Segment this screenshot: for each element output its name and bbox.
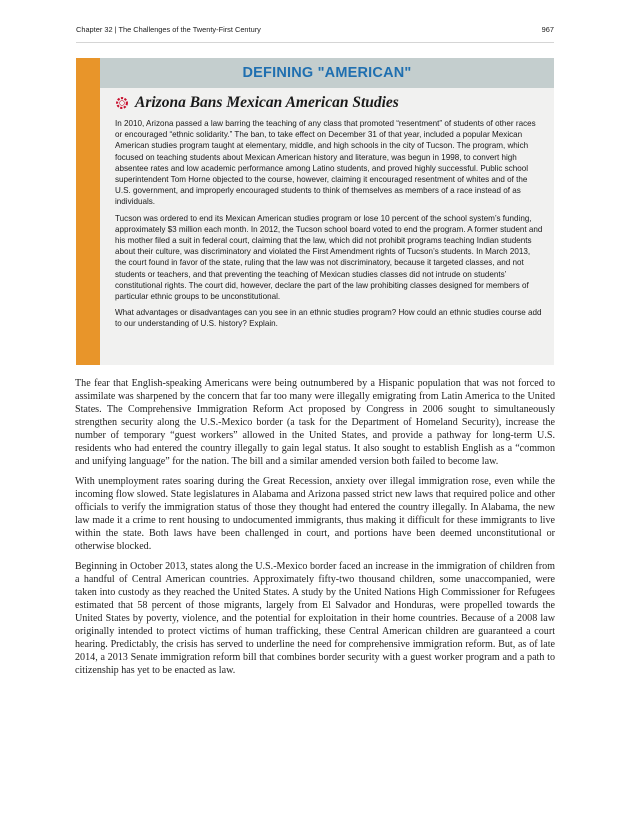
feature-heading-band [100, 58, 554, 88]
main-text [75, 377, 555, 684]
decorative-ring-icon [115, 96, 129, 110]
feature-paragraph: In 2010, Arizona passed a law barring the teaching of any class that promoted “resentment” of students of other races or encouraged “ethnic solidarity.” The ban, to take effect on December 31 of that year, included a popular Mexican American studies program taught at elementary, middle, and high schools in the city of Tucson. The program, which focused on teaching students about Mexican American history and literature, was begun in 1998, to convert high absentee rates and low academic performance among Latino students, and proved highly successful. Public school superintendent Tom Horne objected to the course, however, claiming it encouraged resentment of whites and of the U.S. government, and improperly encouraged students to think of themselves as members of a race instead of as individuals. [115, 119, 536, 207]
feature-text [115, 118, 543, 335]
page-number: 967 [541, 25, 554, 34]
running-header [76, 25, 554, 34]
feature-question: What advantages or disadvantages can you see in an ethnic studies program? How could an ethnic studies course add to our understanding of U.S. history? Explain. [115, 308, 542, 329]
body-paragraph: With unemployment rates soaring during the Great Recession, anxiety over illegal immigration rose, even while the incoming flow slowed. State legislatures in Alabama and Arizona passed strict new laws that required police and other officials to verify the immigration status of those they thought had entered the country illegally. In Alabama, the new law made it a crime to rent housing to undocumented immigrants, thus making it difficult for these immigrants to live within the state. Both laws have been challenged in court, and portions have been deemed unconstitutional or otherwise blocked. [75, 476, 555, 552]
feature-heading: DEFINING "AMERICAN" [242, 65, 412, 81]
feature-subtitle-row [115, 93, 399, 113]
chapter-title: Chapter 32 | The Challenges of the Twenty-First Century [76, 25, 261, 34]
header-rule [76, 42, 554, 43]
feature-paragraph: Tucson was ordered to end its Mexican American studies program or lose 10 percent of the school system’s funding, approximately $3 million each month. In 2012, the Tucson school board voted to end the program. A former student and his mother filed a suit in federal court, claiming that the law, which did not prohibit programs teaching Indian students about their culture, was discriminatory and violated the First Amendment rights of Tucson’s students. In March 2013, the court found in favor of the state, ruling that the law was not discriminatory, because it targeted classes, and not students or teachers, and that preventing the teaching of Mexican studies classes did not intrude on students’ constitutional rights. The court did, however, declare the part of the law prohibiting classes designed for members of particular ethnic groups to be unconstitutional. [115, 213, 543, 302]
feature-subtitle: Arizona Bans Mexican American Studies [135, 94, 399, 111]
feature-accent-bar [76, 58, 100, 365]
body-paragraph: The fear that English-speaking Americans were being outnumbered by a Hispanic population that was not forced to assimilate was sharpened by the concern that far too many were illegally emigrating from Latin America to the United States. The Comprehensive Immigration Reform Act proposed by Congress in 2006 sought to simultaneously strengthen security along the U.S.-Mexico border (a task for the Department of Homeland Security), increase the number of temporary “guest workers” allowed in the United States, and provide a pathway for long-term U.S. residents who had entered the country illegally to gain legal status. It also sought to establish English as a “common and unifying language” for the nation. The bill and a similar amended version both failed to become law. [75, 378, 555, 467]
body-paragraph: Beginning in October 2013, states along the U.S.-Mexico border faced an increase in the immigration of children from a handful of Central American countries. Approximately fifty-two thousand children, some unaccompanied, were taken into custody as they reached the United States. A study by the United Nations High Commissioner for Refugees estimated that 58 percent of those migrants, largely from El Salvador and Honduras, were propelled towards the United States by poverty, violence, and the potential for exploitation in their home countries. Because of a 2008 law originally intended to protect victims of human trafficking, these Central American children are guaranteed a court hearing. Predictably, the crisis has served to underline the need for comprehensive immigration reform. But, as of late 2014, a 2013 Senate immigration reform bill that combines border security with a guest worker program and a path to citizenship has yet to be enacted as law. [75, 561, 555, 676]
feature-box [76, 58, 554, 365]
